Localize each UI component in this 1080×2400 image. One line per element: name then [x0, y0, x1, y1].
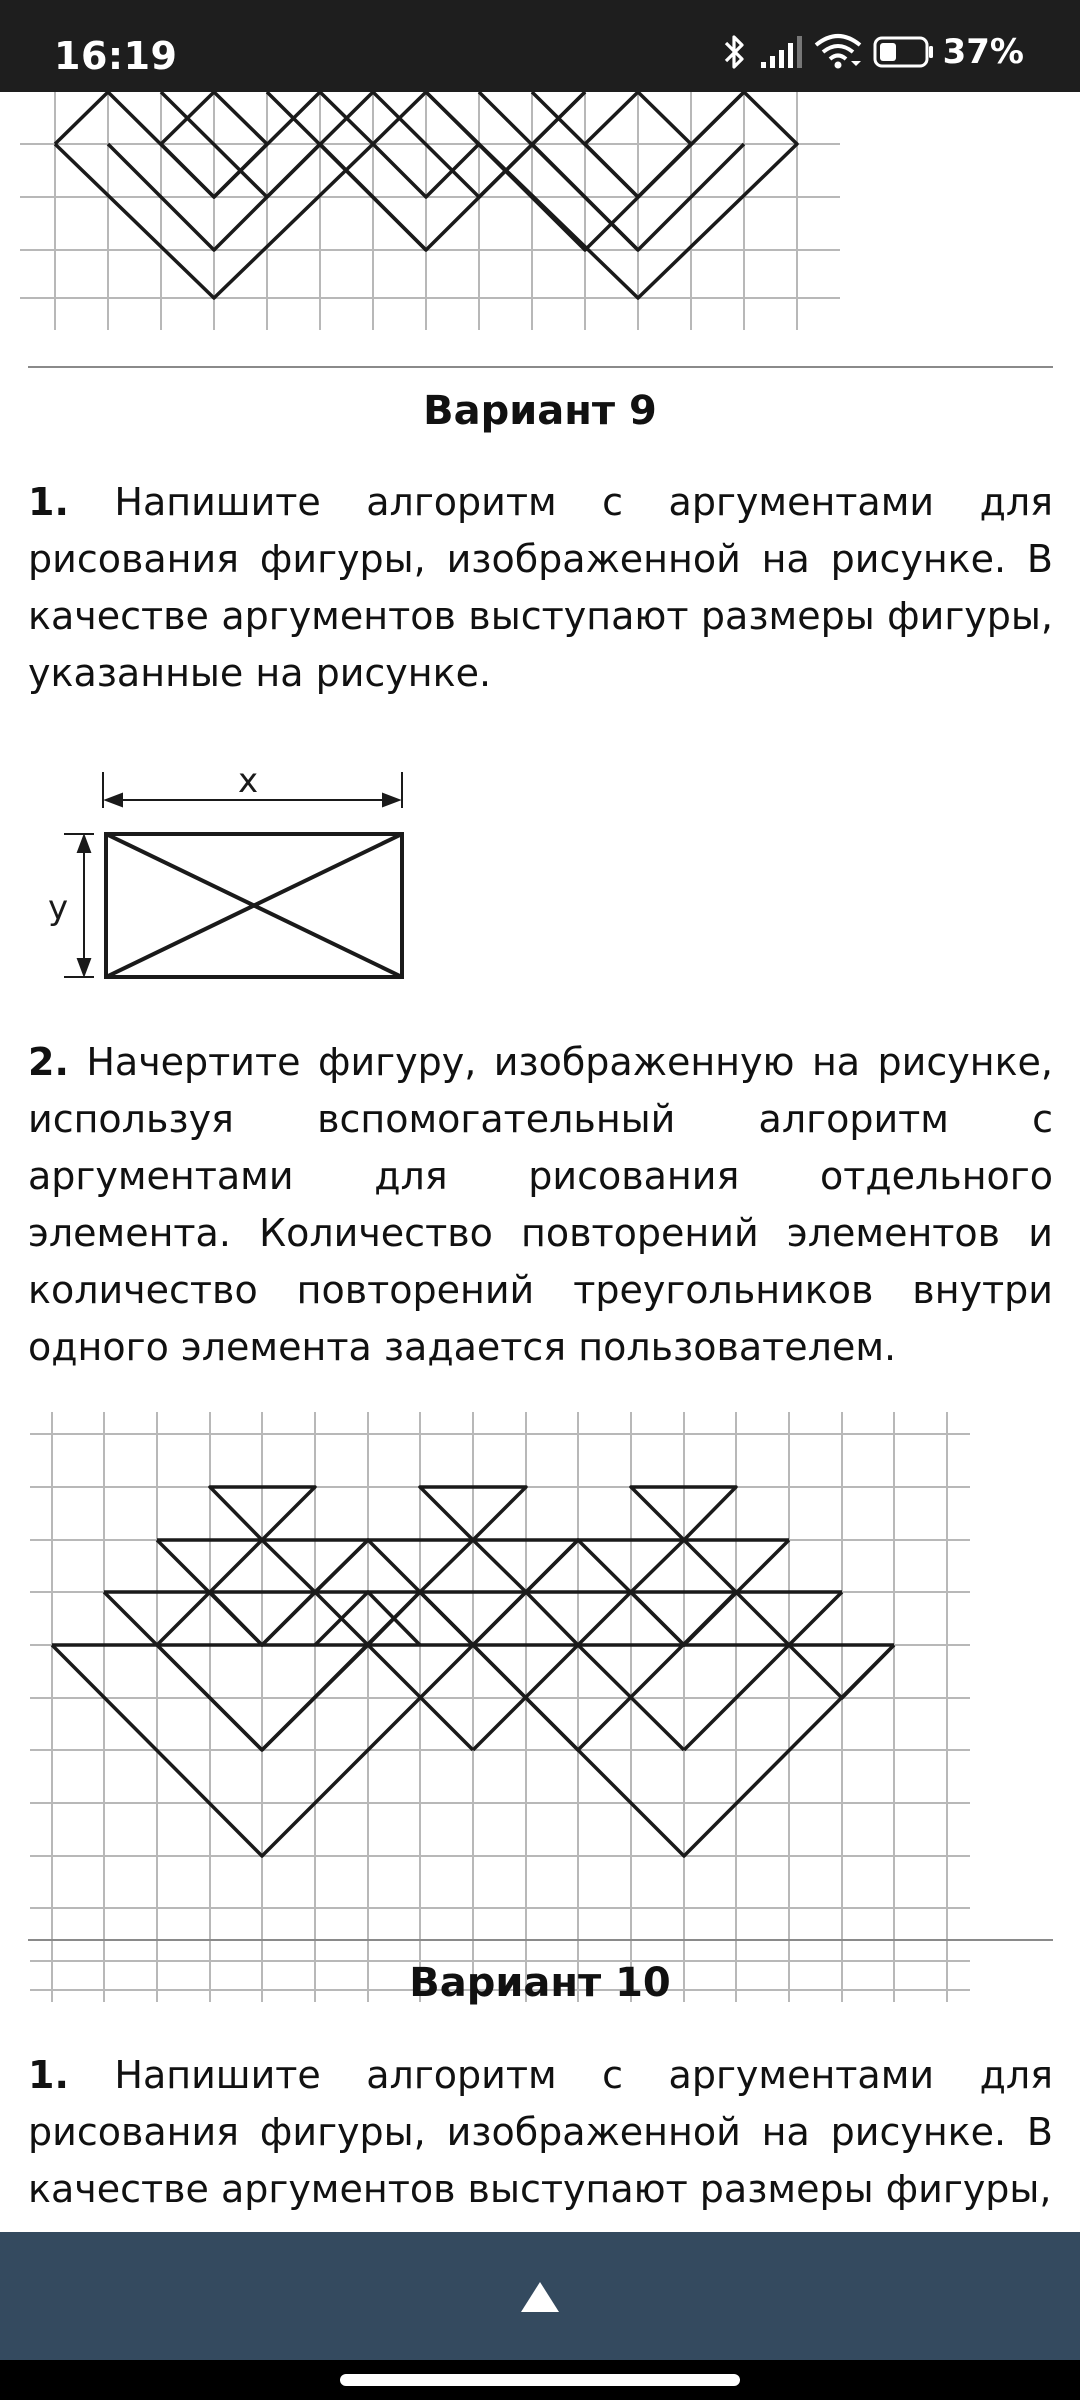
- battery-percent: 37%: [942, 32, 1024, 72]
- home-indicator[interactable]: [340, 2374, 740, 2386]
- status-bar: [0, 0, 1080, 92]
- task-number: 1.: [28, 480, 69, 524]
- previous-figure-grid: [20, 92, 860, 332]
- variant-9-task-2: [28, 1034, 1053, 1376]
- x-label: x: [237, 772, 259, 801]
- bluetooth-icon: [719, 32, 749, 72]
- task-number: 1.: [28, 2053, 69, 2097]
- status-time: 16:19: [54, 34, 178, 78]
- y-label: y: [47, 888, 69, 928]
- status-icons: [719, 30, 1024, 74]
- navigation-area: [0, 2360, 1080, 2400]
- task-text: Напишите алгоритм с аргументами для рисования фигуры, изображенной на рисунке. В качестве аргументов выступают размеры фигуры, указанные на рисунке.: [28, 480, 1053, 695]
- task-text: Напишите алгоритм с аргументами для рисования фигуры, изображенной на рисунке. В качестве аргументов выступают размеры фигуры,: [28, 2053, 1053, 2211]
- bottom-toolbar: [0, 2232, 1080, 2360]
- page-content[interactable]: [0, 92, 1080, 2232]
- wifi-icon: [813, 33, 863, 71]
- rectangle-figure: [40, 772, 420, 992]
- variant-10-task-1: [28, 2047, 1053, 2218]
- variant-9-title: Вариант 9: [423, 388, 657, 434]
- triangle-up-icon: [505, 2278, 575, 2318]
- signal-icon: [759, 34, 803, 70]
- task-number: 2.: [28, 1040, 69, 1084]
- variant-9-task-1: [28, 474, 1053, 702]
- scroll-to-top-button[interactable]: [505, 2278, 575, 2318]
- section-divider: [28, 366, 1053, 368]
- triangles-figure: [20, 1412, 980, 2012]
- task-text: Начертите фигуру, изображенную на рисунке, используя вспомогательный алгоритм с аргументами для рисования отдельного элемента. Количество повторений элементов и количество повторений треугольников внутри одного элемента задается пользователем.: [28, 1040, 1053, 1369]
- battery-icon: [873, 35, 935, 69]
- section-divider: [28, 1939, 1053, 1941]
- variant-10-title: Вариант 10: [409, 1960, 671, 2006]
